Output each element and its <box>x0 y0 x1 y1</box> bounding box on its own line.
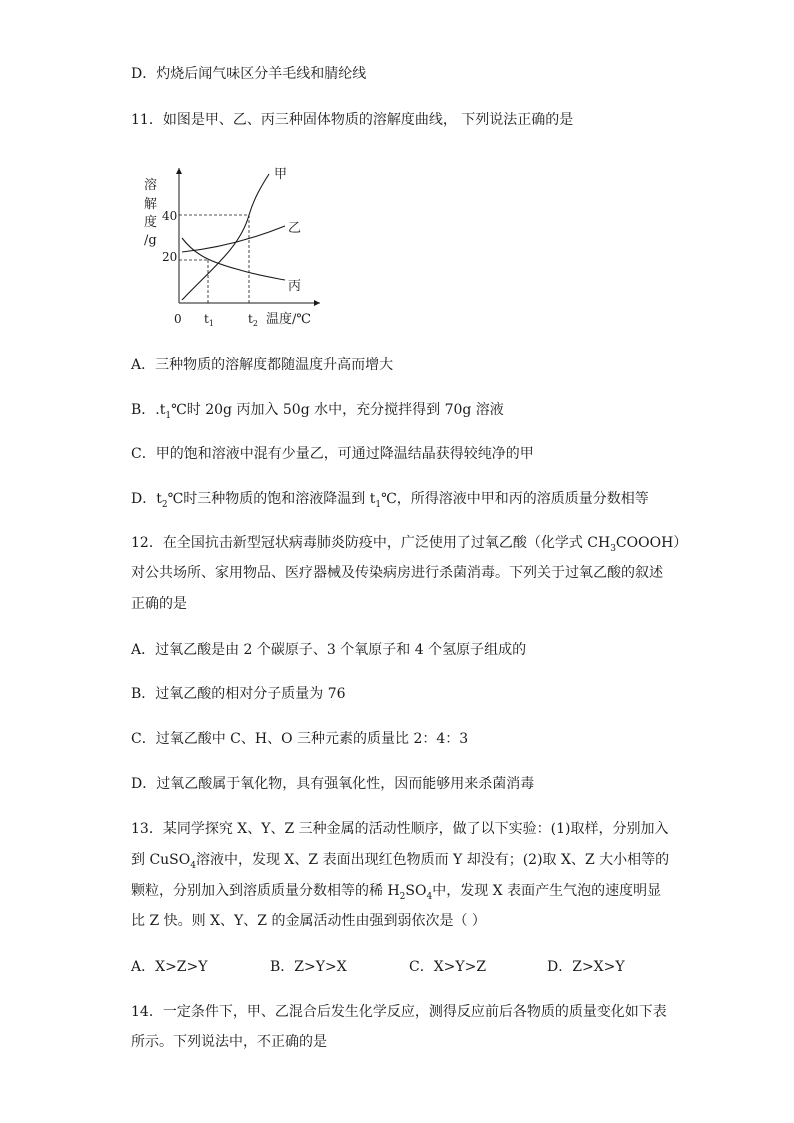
solubility-curve-figure <box>140 160 340 335</box>
q13-line1: 13．某同学探究 X、Y、Z 三种金属的活动性顺序，做了以下实验：(1)取样，分别加入 <box>131 821 669 837</box>
q14-line1: 14．一定条件下，甲、乙混合后发生化学反应，测得反应前后各物质的质量变化如下表 <box>131 1004 667 1020</box>
curve-label-jia: 甲 <box>274 167 288 182</box>
q12-stem-line3: 正确的是 <box>131 596 187 612</box>
q12-option-c: C．过氧乙酸中 C、H、O 三种元素的质量比 2：4：3 <box>131 731 469 747</box>
q14-line2: 所示。下列说法中，不正确的是 <box>131 1034 327 1050</box>
q13-line3: 颗粒，分别加入到溶质质量分数相等的稀 $H_2SO_4$中，发现 X 表面产生气泡的速度明显 <box>131 883 662 902</box>
q12-option-b: B．过氧乙酸的相对分子质量为 76 <box>131 686 346 702</box>
y-label-char-1: 溶 <box>144 178 158 193</box>
q11-option-d: D．$t_2℃$时三种物质的饱和溶液降温到 $t_1℃$，所得溶液中甲和丙的溶质质量分数相等 <box>131 491 649 510</box>
q13-options <box>131 957 625 977</box>
q13-option-c: C．X>Y>Z <box>409 959 487 975</box>
q11-option-a: A．三种物质的溶解度都随温度升高而增大 <box>131 357 394 373</box>
q13-option-b: B．Z>Y>X <box>270 959 347 975</box>
y-label-char-4: /g <box>144 233 157 248</box>
y-label-char-3: 度 <box>144 215 158 230</box>
x-tick-t1: $t_1$ <box>204 312 214 328</box>
q12-stem-line2: 对公共场所、家用物品、医疗器械及传染病房进行杀菌消毒。下列关于过氧乙酸的叙述 <box>131 565 663 581</box>
curve-jia <box>182 174 269 300</box>
q11-stem: 11．如图是甲、乙、丙三种固体物质的溶解度曲线， 下列说法正确的是 <box>131 112 574 128</box>
q13-option-d: D．Z>X>Y <box>547 959 625 975</box>
x-tick-t2: $t_2$ <box>248 312 258 328</box>
curve-yi <box>182 226 285 252</box>
q13-line2: 到 CuSO$_4$溶液中，发现 X、Z 表面出现红色物质而 Y 却没有；(2)取 X、Z 大小相等的 <box>131 852 670 871</box>
y-label-char-2: 解 <box>144 197 158 212</box>
q11-option-c: C．甲的饱和溶液中混有少量乙，可通过降温结晶获得较纯净的甲 <box>131 446 534 462</box>
q13-option-a: A．X>Z>Y <box>131 959 208 975</box>
q11-option-b: B．$.t_1℃$时 20g 丙加入 50g 水中，充分搅拌得到 70g 溶液 <box>131 402 504 421</box>
curve-label-bing: 丙 <box>288 279 302 294</box>
x-axis-label: 温度/℃ <box>266 312 311 327</box>
origin-label: 0 <box>174 312 182 326</box>
q13-line4: 比 Z 快。则 X、Y、Z 的金属活动性由强到弱依次是（ ） <box>131 913 486 929</box>
q12-option-d: D．过氧乙酸属于氧化物，具有强氧化性，因而能够用来杀菌消毒 <box>131 776 535 792</box>
q12-stem-line1: 12．在全国抗击新型冠状病毒肺炎防疫中，广泛使用了过氧乙酸（化学式 $CH_3COOOH$） <box>131 535 688 554</box>
curve-label-yi: 乙 <box>288 221 302 236</box>
q12-option-a: A．过氧乙酸是由 2 个碳原子、3 个氧原子和 4 个氢原子组成的 <box>131 642 527 658</box>
y-tick-20: 20 <box>162 250 178 264</box>
curve-bing <box>182 238 285 280</box>
q10-option-d: D．灼烧后闻气味区分羊毛线和腈纶线 <box>131 66 367 82</box>
y-tick-40: 40 <box>162 209 178 223</box>
